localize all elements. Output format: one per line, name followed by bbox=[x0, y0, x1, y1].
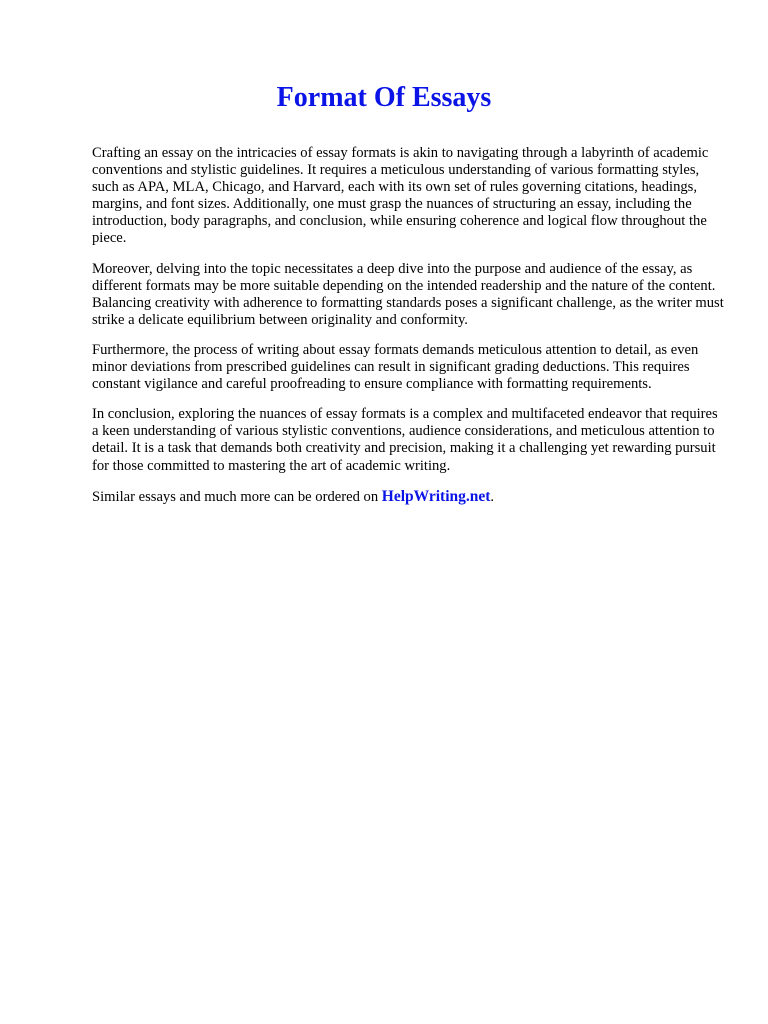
document-title: Format Of Essays bbox=[276, 82, 492, 113]
helpwriting-link[interactable]: HelpWriting.net bbox=[381, 487, 491, 505]
document-body bbox=[92, 145, 724, 519]
paragraph-2: Moreover, delving into the topic necessitates a deep dive into the purpose and audience of the essay, as different formats may be more suitable depending on the intended readership and the nature of the content. Balancing creativity with adherence to formatting standards poses a significant challenge, as the writer must strike a delicate equilibrium between originality and conformity. bbox=[92, 260, 724, 328]
paragraph-4: In conclusion, exploring the nuances of essay formats is a complex and multifaceted endeavor that requires a keen understanding of various stylistic conventions, audience considerations, and meticulous attention to detail. It is a task that demands both creativity and precision, making it a challenging yet rewarding pursuit for those committed to mastering the art of academic writing. bbox=[92, 406, 718, 474]
closing-suffix: . bbox=[490, 488, 495, 505]
closing-prefix: Similar essays and much more can be ordered on bbox=[92, 488, 382, 505]
paragraph-3: Furthermore, the process of writing about essay formats demands meticulous attention to detail, as even minor deviations from prescribed guidelines can result in significant grading deductions. This requires constant vigilance and careful proofreading to ensure compliance with formatting requirements. bbox=[92, 341, 699, 393]
closing-line bbox=[92, 488, 724, 506]
paragraph-1: Crafting an essay on the intricacies of essay formats is akin to navigating through a labyrinth of academic conventions and stylistic guidelines. It requires a meticulous understanding of various formatting styles, such as APA, MLA, Chicago, and Harvard, each with its own set of rules governing citations, headings, margins, and font sizes. Additionally, one must grasp the nuances of structuring an essay, including the introduction, body paragraphs, and conclusion, while ensuring coherence and logical flow throughout the piece. bbox=[92, 145, 709, 247]
